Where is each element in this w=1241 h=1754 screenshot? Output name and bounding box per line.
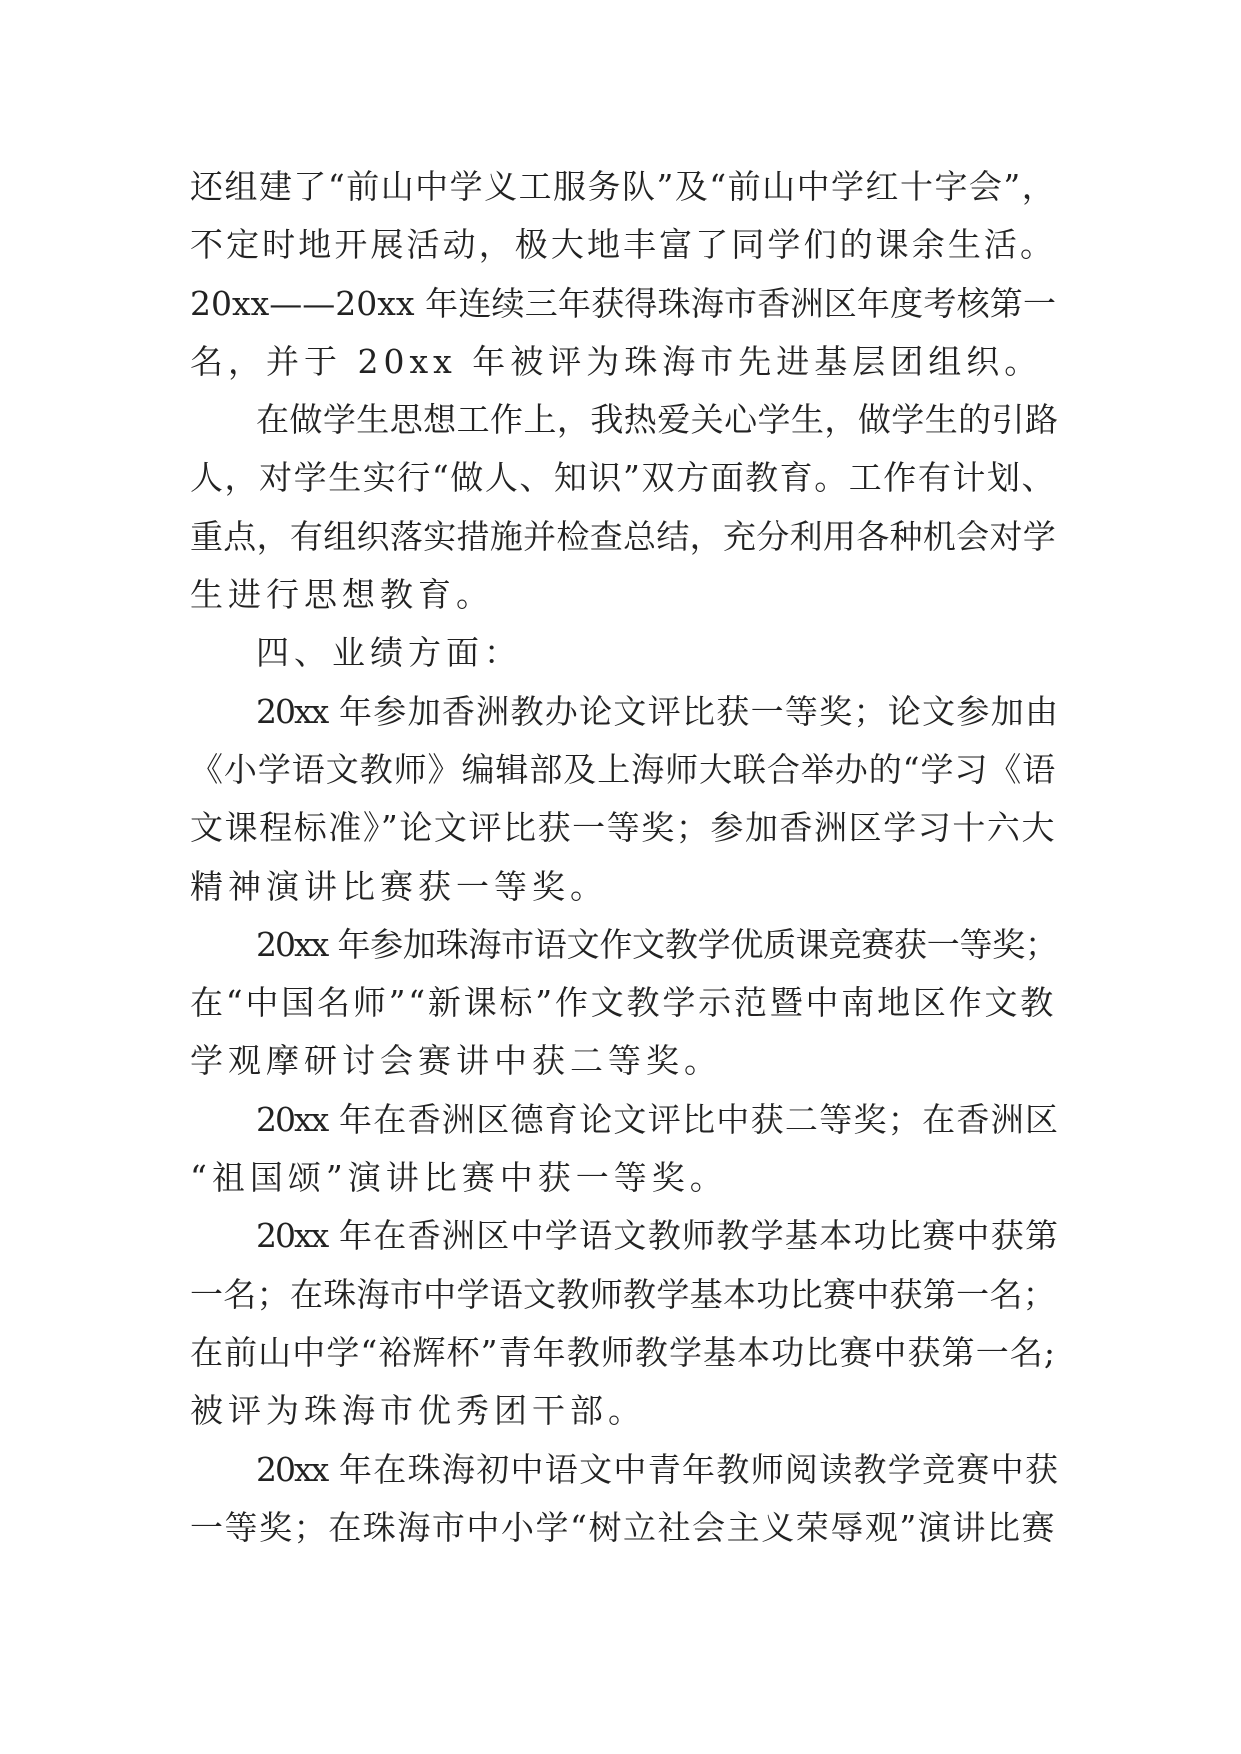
document-body <box>190 158 1056 1557</box>
text-line: 还组建了“前山中学义工服务队”及“前山中学红十字会”， <box>190 167 1056 206</box>
text-line: 20xx 年在香洲区德育论文评比中获二等奖；在香洲区 <box>256 1099 1056 1139</box>
paragraph-achievement-3 <box>190 1091 1056 1208</box>
text-line: 20xx 年参加珠海市语文作文教学优质课竞赛获一等奖； <box>256 924 1056 964</box>
paragraph-achievement-5 <box>190 1441 1056 1558</box>
text-line: “祖国颂”演讲比赛中获一等奖。 <box>190 1158 728 1198</box>
text-line: 20xx——20xx 年连续三年获得珠海市香洲区年度考核第一 <box>190 283 1056 323</box>
text-line: 一等奖；在珠海市中小学“树立社会主义荣辱观”演讲比赛 <box>190 1507 1056 1547</box>
text-line: 文课程标准》”论文评比获一等奖；参加香洲区学习十六大 <box>190 808 1056 848</box>
text-line: 生进行思想教育。 <box>190 575 494 615</box>
text-line: 《小学语文教师》编辑部及上海师大联合举办的“学习《语 <box>190 749 1056 789</box>
paragraph-volunteer-team <box>190 158 1056 391</box>
text-line: 20xx 年在珠海初中语文中青年教师阅读教学竞赛中获 <box>256 1449 1056 1489</box>
section-heading-achievements <box>190 624 1056 682</box>
text-line: 精神演讲比赛获一等奖。 <box>190 866 608 906</box>
section-heading: 四、业绩方面： <box>256 633 522 673</box>
text-line: 在前山中学“裕辉杯”青年教师教学基本功比赛中获第一名; <box>190 1332 1056 1372</box>
text-line: 被评为珠海市优秀团干部。 <box>190 1391 646 1431</box>
paragraph-achievement-2 <box>190 916 1056 1091</box>
text-line: 重点，有组织落实措施并检查总结，充分利用各种机会对学 <box>190 516 1056 556</box>
paragraph-student-ideology <box>190 391 1056 624</box>
text-line: 20xx 年参加香洲教办论文评比获一等奖；论文参加由 <box>256 691 1056 731</box>
text-line: 学观摩研讨会赛讲中获二等奖。 <box>190 1041 722 1081</box>
text-line: 名，并于 20xx 年被评为珠海市先进基层团组织。 <box>190 341 1043 381</box>
text-line: 在做学生思想工作上，我热爱关心学生，做学生的引路 <box>256 400 1056 440</box>
text-line: 人，对学生实行“做人、知识”双方面教育。工作有计划、 <box>190 458 1056 498</box>
text-line: 在“中国名师”“新课标”作文教学示范暨中南地区作文教 <box>190 983 1056 1023</box>
text-line: 一名；在珠海市中学语文教师教学基本功比赛中获第一名； <box>190 1274 1056 1314</box>
paragraph-achievement-1 <box>190 683 1056 916</box>
text-line: 不定时地开展活动，极大地丰富了同学们的课余生活。 <box>190 225 1056 265</box>
text-line: 20xx 年在香洲区中学语文教师教学基本功比赛中获第 <box>256 1216 1056 1256</box>
paragraph-achievement-4 <box>190 1207 1056 1440</box>
